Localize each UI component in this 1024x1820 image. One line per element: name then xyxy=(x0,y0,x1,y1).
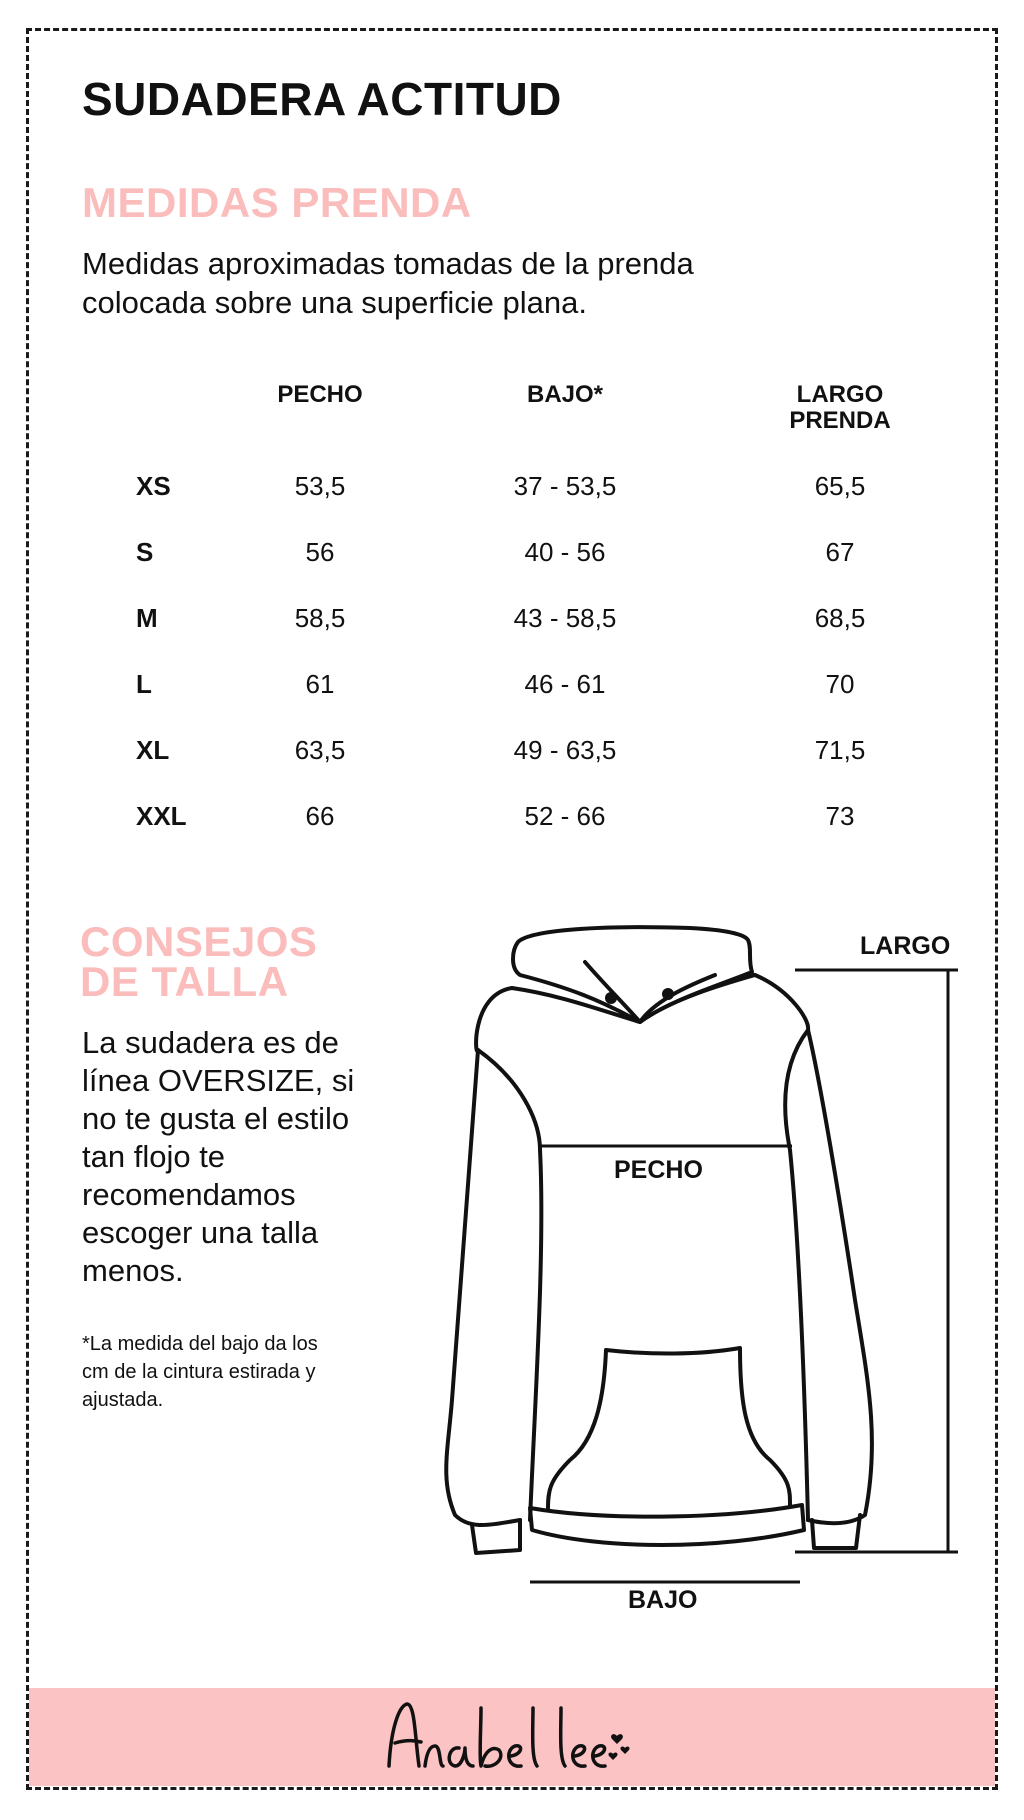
length-cell: 65,5 xyxy=(814,471,866,501)
advice-line: tan flojo te xyxy=(82,1139,226,1174)
size-cell: XXL xyxy=(136,801,187,831)
length-cell: 68,5 xyxy=(814,603,866,633)
advice-heading-line: CONSEJOS xyxy=(80,918,318,965)
header-length-line: PRENDA xyxy=(789,407,891,434)
hoodie-waistband xyxy=(530,1505,804,1545)
heart-icon xyxy=(611,1734,623,1744)
footer-band xyxy=(29,1688,995,1786)
length-cell: 73 xyxy=(825,801,855,831)
chest-cell: 53,5 xyxy=(294,471,346,501)
advice-line: escoger una talla xyxy=(82,1215,319,1250)
size-cell: XL xyxy=(136,735,170,765)
header-chest: PECHO xyxy=(277,381,363,408)
measures-heading: MEDIDAS PRENDA xyxy=(82,179,472,226)
advice-heading-line: DE TALLA xyxy=(80,958,289,1005)
intro-line: Medidas aproximadas tomadas de la prenda xyxy=(82,246,694,281)
hem-label: BAJO xyxy=(628,1586,698,1614)
chest-cell: 56 xyxy=(305,537,335,567)
size-cell: XS xyxy=(136,471,171,501)
advice-line: línea OVERSIZE, si xyxy=(82,1063,355,1098)
chest-cell: 58,5 xyxy=(294,603,346,633)
intro-line: colocada sobre una superficie plana. xyxy=(82,285,587,320)
hem-cell: 49 - 63,5 xyxy=(513,735,617,765)
chest-cell: 61 xyxy=(305,669,335,699)
advice-line: La sudadera es de xyxy=(82,1025,339,1060)
size-cell: M xyxy=(136,603,158,633)
chest-label: PECHO xyxy=(614,1156,703,1184)
note-line: *La medida del bajo da los xyxy=(82,1333,318,1355)
hoodie-pocket xyxy=(606,1348,790,1505)
advice-line: no te gusta el estilo xyxy=(82,1101,350,1136)
size-cell: L xyxy=(136,669,152,699)
page-title: SUDADERA ACTITUD xyxy=(82,73,562,125)
heart-icon xyxy=(608,1753,617,1760)
hem-cell: 40 - 56 xyxy=(524,537,606,567)
hem-cell: 37 - 53,5 xyxy=(513,471,617,501)
header-length-line: LARGO xyxy=(796,381,884,408)
note-line: ajustada. xyxy=(82,1389,164,1411)
length-cell: 71,5 xyxy=(814,735,866,765)
hoodie-body xyxy=(446,988,520,1525)
chest-cell: 66 xyxy=(305,801,335,831)
length-cell: 67 xyxy=(825,537,855,567)
length-label: LARGO xyxy=(860,932,951,960)
hem-cell: 46 - 61 xyxy=(524,669,606,699)
chest-cell: 63,5 xyxy=(294,735,346,765)
header-hem: BAJO* xyxy=(526,381,604,408)
heart-icon xyxy=(620,1747,629,1754)
brand-logo xyxy=(29,1688,995,1786)
advice-line: menos. xyxy=(82,1253,184,1288)
advice-line: recomendamos xyxy=(82,1177,296,1212)
size-cell: S xyxy=(136,537,154,567)
hem-cell: 52 - 66 xyxy=(524,801,606,831)
length-cell: 70 xyxy=(825,669,855,699)
note-line: cm de la cintura estirada y xyxy=(82,1361,316,1383)
hem-cell: 43 - 58,5 xyxy=(513,603,617,633)
